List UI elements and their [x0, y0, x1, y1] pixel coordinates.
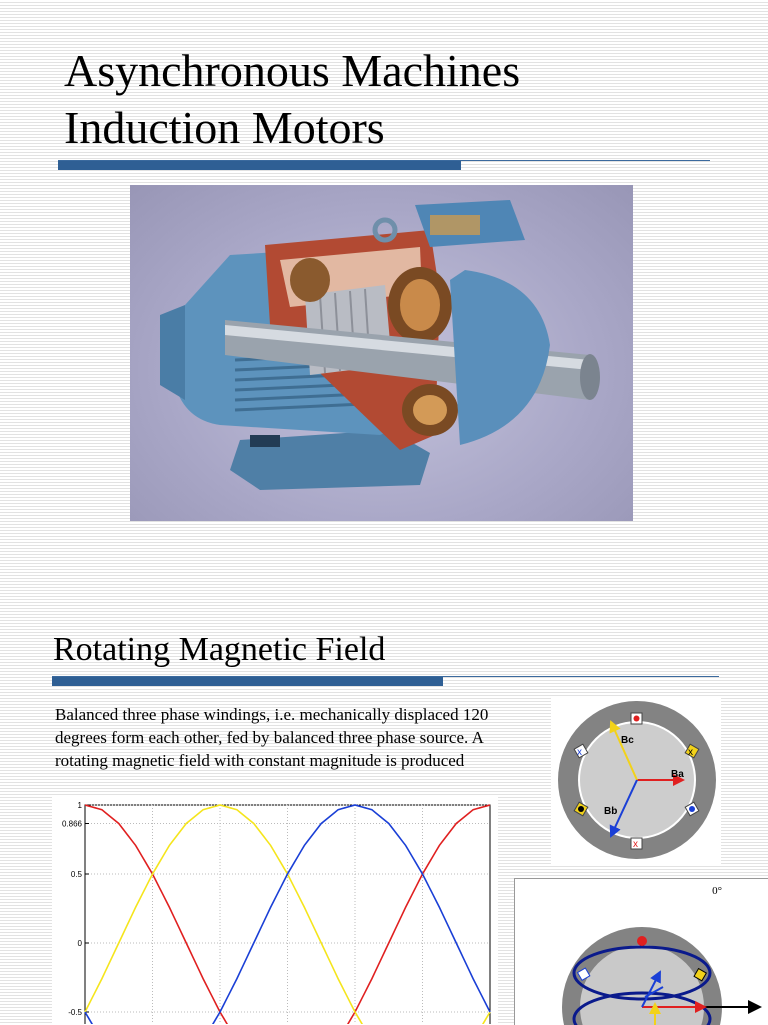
title-underline-thick	[58, 161, 461, 170]
section-underline-thick	[52, 677, 443, 686]
section-title: Rotating Magnetic Field	[53, 631, 386, 668]
y-tick-label: 0.866	[61, 819, 82, 829]
y-tick-label: 1	[77, 801, 82, 810]
stator-svg	[551, 697, 721, 864]
waveform-svg	[52, 797, 498, 1024]
label-bb: Bb	[604, 806, 618, 817]
title-line-2: Induction Motors	[64, 102, 385, 153]
angle-label: 0°	[712, 885, 722, 897]
svg-text:x: x	[577, 747, 582, 758]
motor-illustration	[130, 185, 633, 521]
induction-motor-cutaway-image	[130, 185, 633, 521]
slide-title	[64, 42, 744, 156]
y-tick-label: -0.5	[68, 1008, 82, 1017]
rotating-field-diagram	[514, 878, 768, 1025]
rotating-field-svg	[515, 879, 768, 1025]
body-paragraph: Balanced three phase windings, i.e. mechanically displaced 120 degrees form each other, fed by balanced three phase source. A rotating magnetic field with constant magnitude is produced	[55, 705, 489, 770]
y-tick-label: 0	[77, 939, 82, 948]
title-line-1: Asynchronous Machines	[64, 45, 521, 96]
y-tick-label: 0.5	[70, 870, 82, 879]
conductor-top	[637, 936, 647, 946]
svg-text:x: x	[633, 839, 638, 850]
stator-field-vector-diagram	[551, 697, 721, 864]
label-ba: Ba	[671, 769, 684, 780]
three-phase-waveform-chart	[52, 797, 498, 1024]
svg-text:x: x	[688, 747, 693, 758]
label-bc: Bc	[621, 735, 634, 746]
